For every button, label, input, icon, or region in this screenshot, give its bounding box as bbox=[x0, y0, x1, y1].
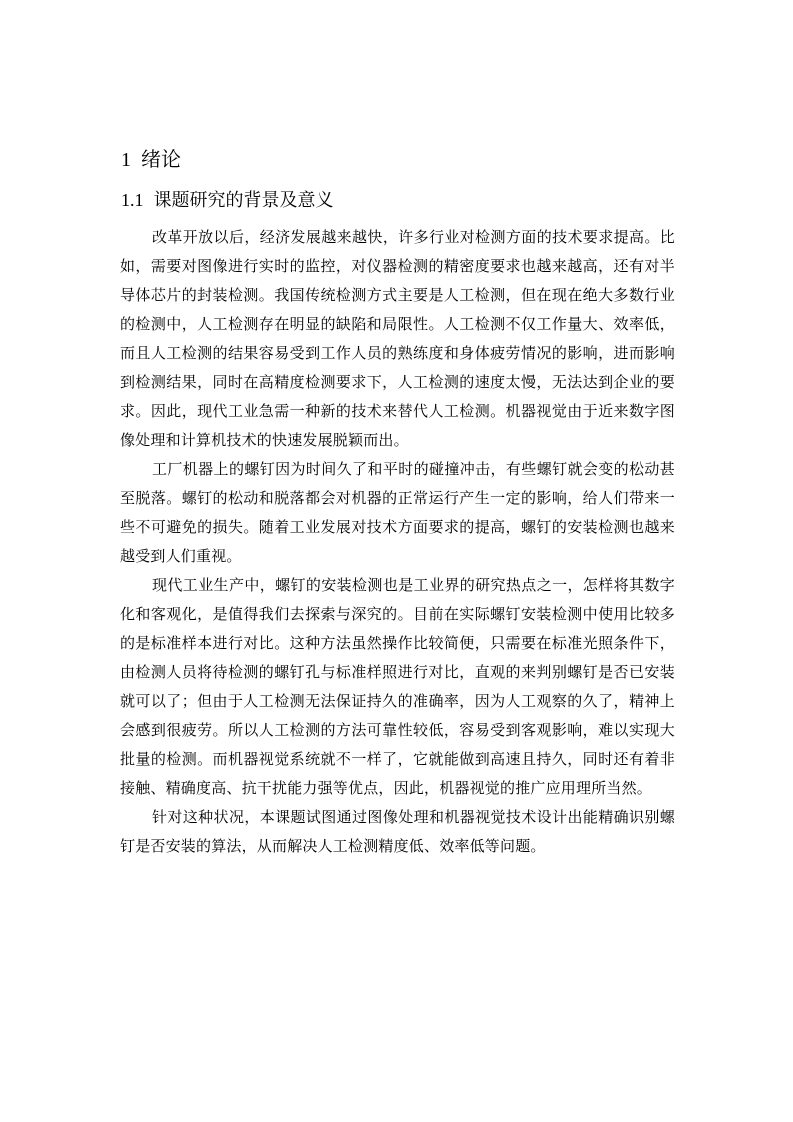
chapter-number: 1 bbox=[121, 149, 131, 171]
paragraph-3: 现代工业生产中，螺钉的安装检测也是工业界的研究热点之一，怎样将其数字化和客观化，是值得我们去探索与深究的。目前在实际螺钉安装检测中使用比较多的是标准样本进行对比。这种方法虽然操作比较简便，只需要在标准光照条件下，由检测人员将待检测的螺钉孔与标准样照进行对比，直观的来判别螺钉是否已安装就可以了；但由于人工检测无法保证持久的准确率，因为人工观察的久了，精神上会感到很疲劳。所以人工检测的方法可靠性较低，容易受到客观影响，难以实现大批量的检测。而机器视觉系统就不一样了，它就能做到高速且持久，同时还有着非接触、精确度高、抗干扰能力强等优点，因此，机器视觉的推广应用理所当然。 bbox=[120, 576, 675, 797]
section-title: 课题研究的背景及意义 bbox=[153, 190, 334, 211]
paragraph-1: 改革开放以后，经济发展越来越快，许多行业对检测方面的技术要求提高。比如，需要对图像进行实时的监控，对仪器检测的精密度要求也越来越高，还有对半导体芯片的封装检测。我国传统检测方式主要是人工检测，但在现在绝大多数行业的检测中，人工检测存在明显的缺陷和局限性。人工检测不仅工作量大、效率低，而且人工检测的结果容易受到工作人员的熟练度和身体疲劳情况的影响，进而影响到检测结果，同时在高精度检测要求下，人工检测的速度太慢，无法达到企业的要求。因此，现代工业急需一种新的技术来替代人工检测。机器视觉由于近来数字图像处理和计算机技术的快速发展脱颖而出。 bbox=[120, 228, 675, 449]
body-text bbox=[120, 223, 675, 861]
paragraph-2: 工厂机器上的螺钉因为时间久了和平时的碰撞冲击，有些螺钉就会变的松动甚至脱落。螺钉的松动和脱落都会对机器的正常运行产生一定的影响，给人们带来一些不可避免的损失。随着工业发展对技术方面要求的提高，螺钉的安装检测也越来越受到人们重视。 bbox=[120, 460, 675, 565]
section-number: 1.1 bbox=[121, 190, 144, 210]
paragraph-4: 针对这种状况，本课题试图通过图像处理和机器视觉技术设计出能精确识别螺钉是否安装的算法，从而解决人工检测精度低、效率低等问题。 bbox=[120, 808, 675, 855]
chapter-heading bbox=[121, 145, 181, 174]
section-heading bbox=[121, 187, 334, 214]
chapter-title: 绪论 bbox=[141, 147, 181, 171]
